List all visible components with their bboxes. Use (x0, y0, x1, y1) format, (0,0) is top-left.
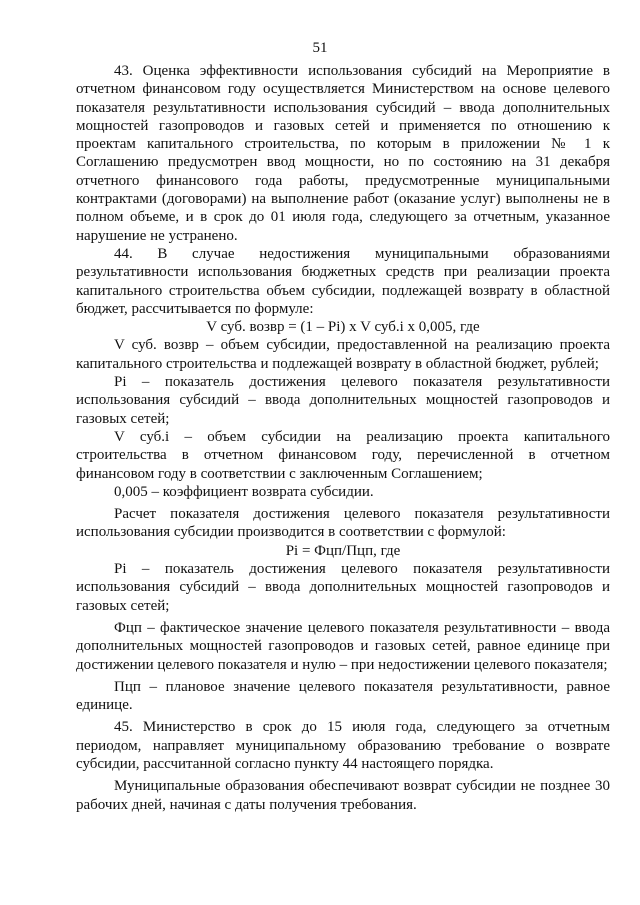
paragraph-45-continued: Муниципальные образования обеспечивают возврат субсидии не позднее 30 рабочих дней, начиная с даты получения требования. (76, 778, 610, 813)
document-body (76, 62, 610, 814)
definition-pi-repeat: Pi – показатель достижения целевого показателя результативности использования субсидий – ввода дополнительных мощностей газопроводов и газовых сетей; (76, 561, 610, 614)
definition-fcp: Фцп – фактическое значение целевого показателя результативности – ввода дополнительных мощностей газопроводов и газовых сетей, равное единице при достижении целевого показателя и нулю – при недостижении целевого показателя; (76, 619, 610, 673)
page-number: 51 (312, 40, 328, 56)
definition-pi: Pi – показатель достижения целевого показателя результативности использования субсидий – ввода дополнительных мощностей газопроводов и газовых сетей; (76, 374, 610, 427)
definition-pcp: Пцп – плановое значение целевого показателя результативности, равное единице. (76, 678, 610, 714)
paragraph-45: 45. Министерство в срок до 15 июля года, следующего за отчетным периодом, направляет муниципальному образованию требование о возврате субсидии, рассчитанной согласно пункту 44 настоящего порядка. (76, 719, 610, 772)
definition-coefficient: 0,005 – коэффициент возврата субсидии. (114, 483, 374, 500)
paragraph-44: 44. В случае недостижения муниципальными образованиями результативности использования бюджетных средств при реализации проекта капитального строительства объем субсидии, подлежащей возврату в областной бюджет, рассчитывается по формуле: (76, 245, 610, 317)
formula-refund: V суб. возвр = (1 – Pi) x V суб.i x 0,005, где (206, 319, 480, 336)
formula-pi: Pi = Фцп/Пцп, где (285, 542, 401, 559)
definition-v-refund: V суб. возвр – объем субсидии, предоставленной на реализацию проекта капитального строительства и подлежащей возврату в областной бюджет, рублей; (76, 337, 610, 372)
definition-v-subsidy-i: V суб.i – объем субсидии на реализацию проекта капитального строительства в отчетном финансовом году, перечисленной в отчетном финансовом году в соответствии с заключенным Соглашением; (76, 428, 610, 482)
paragraph-43: 43. Оценка эффективности использования субсидий на Мероприятие в отчетном финансовом году осуществляется Министерством на основе целевого показателя результативности использования субсидий – ввода дополнительных мощностей газопроводов и газовых сетей и применяется по отношению к проектам капитального строительства, по которым в приложении № 1 к Соглашению предусмотрен ввод мощности, но по состоянию на 31 декабря отчетного финансового года работы, предусмотренные муниципальными контрактами (договорами) на выполнение работ (оказание услуг) выполнены не в полном объеме, и в срок до 01 июля года, следующего за отчетным, указанное нарушение не устранено. (76, 63, 610, 244)
calculation-intro: Расчет показателя достижения целевого показателя результативности использования субсидии производится в соответствии с формулой: (76, 506, 610, 541)
